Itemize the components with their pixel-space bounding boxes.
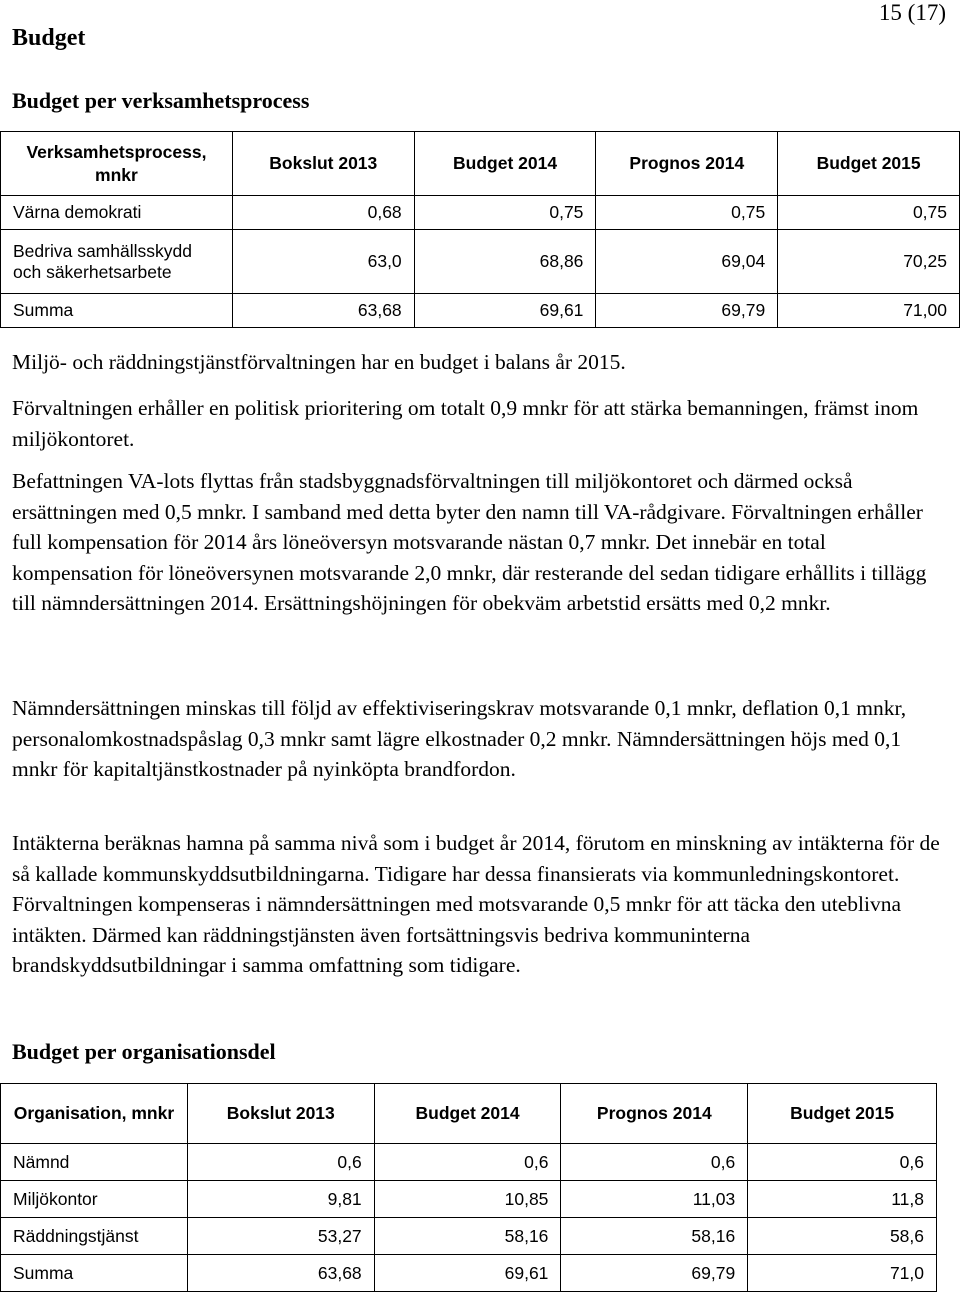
table-header-row [1,132,960,196]
row-label: Bedriva samhällsskydd och säkerhetsarbete [1,230,233,294]
page-number: 15 (17) [878,0,946,25]
page-header-title: Budget [12,25,86,51]
column-header: Budget 2015 [748,1084,937,1144]
table-row [1,1218,937,1255]
section-title-verksamhetsprocess: Budget per verksamhetsprocess [12,88,310,113]
table-cell: 0,6 [748,1144,937,1181]
section-title-organisationsdel: Budget per organisationsdel [12,1039,276,1064]
row-label: Summa [1,294,233,328]
table-header-row [1,1084,937,1144]
row-label: Räddningstjänst [1,1218,188,1255]
table-cell: 0,6 [187,1144,374,1181]
table-cell: 0,75 [596,196,778,230]
table-row [1,196,960,230]
table-cell: 69,79 [596,294,778,328]
column-header: Budget 2014 [374,1084,561,1144]
column-header: Budget 2015 [778,132,960,196]
table-row [1,230,960,294]
table-cell: 70,25 [778,230,960,294]
column-header: Organisation, mnkr [1,1084,188,1144]
table-row [1,1144,937,1181]
table-cell: 69,61 [414,294,596,328]
table-cell: 9,81 [187,1181,374,1218]
table-row [1,1181,937,1218]
table-cell: 0,6 [374,1144,561,1181]
table-cell: 0,68 [232,196,414,230]
organisationsdel-table [0,1083,937,1292]
table-cell: 63,0 [232,230,414,294]
table-cell: 10,85 [374,1181,561,1218]
table-cell: 69,61 [374,1255,561,1292]
column-header: Prognos 2014 [596,132,778,196]
table-cell: 68,86 [414,230,596,294]
table-cell: 0,75 [778,196,960,230]
row-label: Nämnd [1,1144,188,1181]
row-label: Värna demokrati [1,196,233,230]
paragraph: Befattningen VA-lots flyttas från stadsbyggnadsförvaltningen till miljökontoret och därmed också ersättningen med 0,5 mnkr. I samband med detta byter den namn till VA-rådgivare. Förvaltningen erhåller full kompensation för 2014 års löneöversyn motsvarande nästan 0,7 mnkr. Det innebär en total kompensation för löneöversynen motsvarande 2,0 mnkr, där resterande del sedan tidigare erhållits i tillägg till nämndersättningen 2014. Ersättningshöjningen för obekväm arbetstid ersätts med 0,2 mnkr. [12,469,927,615]
paragraph: Förvaltningen erhåller en politisk prioritering om totalt 0,9 mnkr för att stärka bemanningen, främst inom miljökontoret. [12,396,919,451]
table-cell: 58,16 [561,1218,748,1255]
table-cell: 11,03 [561,1181,748,1218]
paragraph: Nämndersättningen minskas till följd av effektiviseringskrav motsvarande 0,1 mnkr, deflation 0,1 mnkr, personalomkostnadspåslag 0,3 mnkr samt lägre elkostnader 0,2 mnkr. Nämndersättningen höjs med 0,1 mnkr för kapitaltjänstkostnader på nyinköpta brandfordon. [12,696,907,781]
paragraph: Intäkterna beräknas hamna på samma nivå som i budget år 2014, förutom en minskning av intäkterna för de så kallade kommunskyddsutbildningarna. Tidigare har dessa finansierats via kommunledningskontoret. Förvaltningen kompenseras i nämndersättningen med motsvarande 0,5 mnkr för att täcka den uteblivna intäkten. Därmed kan räddningstjänsten även fortsättningsvis bedriva kommuninterna brandskyddsutbildningar i samma omfattning som tidigare. [12,831,940,977]
paragraph: Miljö- och räddningstjänstförvaltningen har en budget i balans år 2015. [12,350,626,374]
table-cell: 58,6 [748,1218,937,1255]
verksamhetsprocess-table [0,131,960,328]
table-cell: 71,00 [778,294,960,328]
column-header: Verksamhetsprocess, mnkr [1,132,233,196]
column-header: Bokslut 2013 [232,132,414,196]
column-header: Budget 2014 [414,132,596,196]
table-cell: 53,27 [187,1218,374,1255]
row-label: Summa [1,1255,188,1292]
table-cell: 69,79 [561,1255,748,1292]
table-cell: 58,16 [374,1218,561,1255]
table-cell: 11,8 [748,1181,937,1218]
table-cell: 71,0 [748,1255,937,1292]
table-cell: 0,75 [414,196,596,230]
table-cell: 63,68 [232,294,414,328]
row-label: Miljökontor [1,1181,188,1218]
table-row-total [1,294,960,328]
column-header: Prognos 2014 [561,1084,748,1144]
table-cell: 63,68 [187,1255,374,1292]
column-header: Bokslut 2013 [187,1084,374,1144]
table-row-total [1,1255,937,1292]
table-cell: 0,6 [561,1144,748,1181]
table-cell: 69,04 [596,230,778,294]
